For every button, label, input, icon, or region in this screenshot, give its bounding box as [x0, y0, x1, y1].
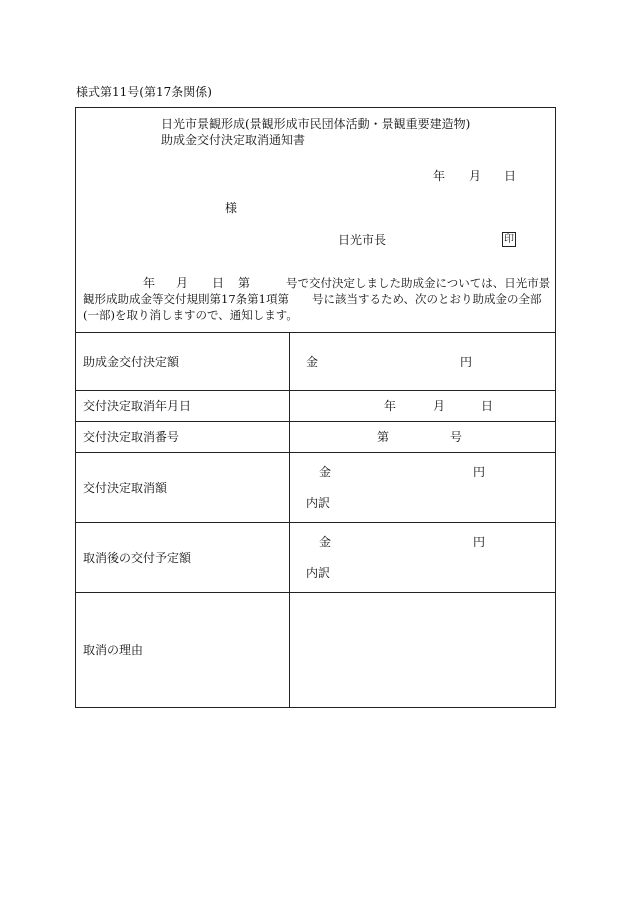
seal-mark: 印 — [504, 234, 514, 245]
date-day: 日 — [504, 169, 517, 183]
reason-label: 取消の理由 — [83, 643, 144, 657]
body-line-3: (一部)を取り消しますので、通知します。 — [83, 308, 298, 322]
cancel-amount-en: 円 — [473, 465, 486, 479]
issuer-name: 日光市長 — [338, 233, 387, 247]
planned-amount-kin: 金 — [319, 535, 332, 549]
body-line-1-rest: 号で交付決定しました助成金については、日光市景 — [286, 276, 551, 290]
planned-amount-label: 取消後の交付予定額 — [83, 551, 192, 565]
planned-amount-en: 円 — [473, 535, 486, 549]
cancel-date-year: 年 — [384, 399, 397, 413]
row-rule — [75, 522, 556, 523]
row-rule — [75, 421, 556, 422]
cancel-amount-label: 交付決定取消額 — [83, 481, 168, 495]
title-line-1: 日光市景観形成(景観形成市民団体活動・景観重要建造物) — [161, 117, 471, 131]
cancel-number-dai: 第 — [377, 430, 390, 444]
row-rule — [75, 592, 556, 593]
grant-amount-label: 助成金交付決定額 — [83, 355, 180, 369]
cancel-number-label: 交付決定取消番号 — [83, 430, 180, 444]
recipient-suffix: 様 — [225, 201, 238, 215]
date-year: 年 — [433, 169, 446, 183]
cancel-date-month: 月 — [433, 399, 446, 413]
body-day: 日 — [212, 276, 225, 290]
table-top-rule — [75, 332, 556, 333]
row-rule — [75, 390, 556, 391]
cancel-amount-kin: 金 — [319, 465, 332, 479]
body-line-2: 観形成助成金等交付規則第17条第1項第 号に該当するため、次のとおり助成金の全部 — [83, 292, 542, 306]
body-month: 月 — [176, 276, 189, 290]
table-column-divider — [289, 332, 290, 708]
cancel-date-label: 交付決定取消年月日 — [83, 399, 192, 413]
title-line-2: 助成金交付決定取消通知書 — [161, 133, 306, 147]
body-dai: 第 — [238, 276, 251, 290]
date-month: 月 — [469, 169, 482, 183]
grant-amount-en: 円 — [460, 355, 473, 369]
cancel-number-go: 号 — [450, 430, 463, 444]
cancel-date-day: 日 — [481, 399, 494, 413]
row-rule — [75, 452, 556, 453]
body-year: 年 — [143, 276, 156, 290]
cancel-amount-breakdown: 内訳 — [306, 496, 331, 510]
planned-amount-breakdown: 内訳 — [306, 566, 331, 580]
grant-amount-kin: 金 — [306, 355, 319, 369]
form-number: 様式第11号(第17条関係) — [76, 85, 212, 99]
